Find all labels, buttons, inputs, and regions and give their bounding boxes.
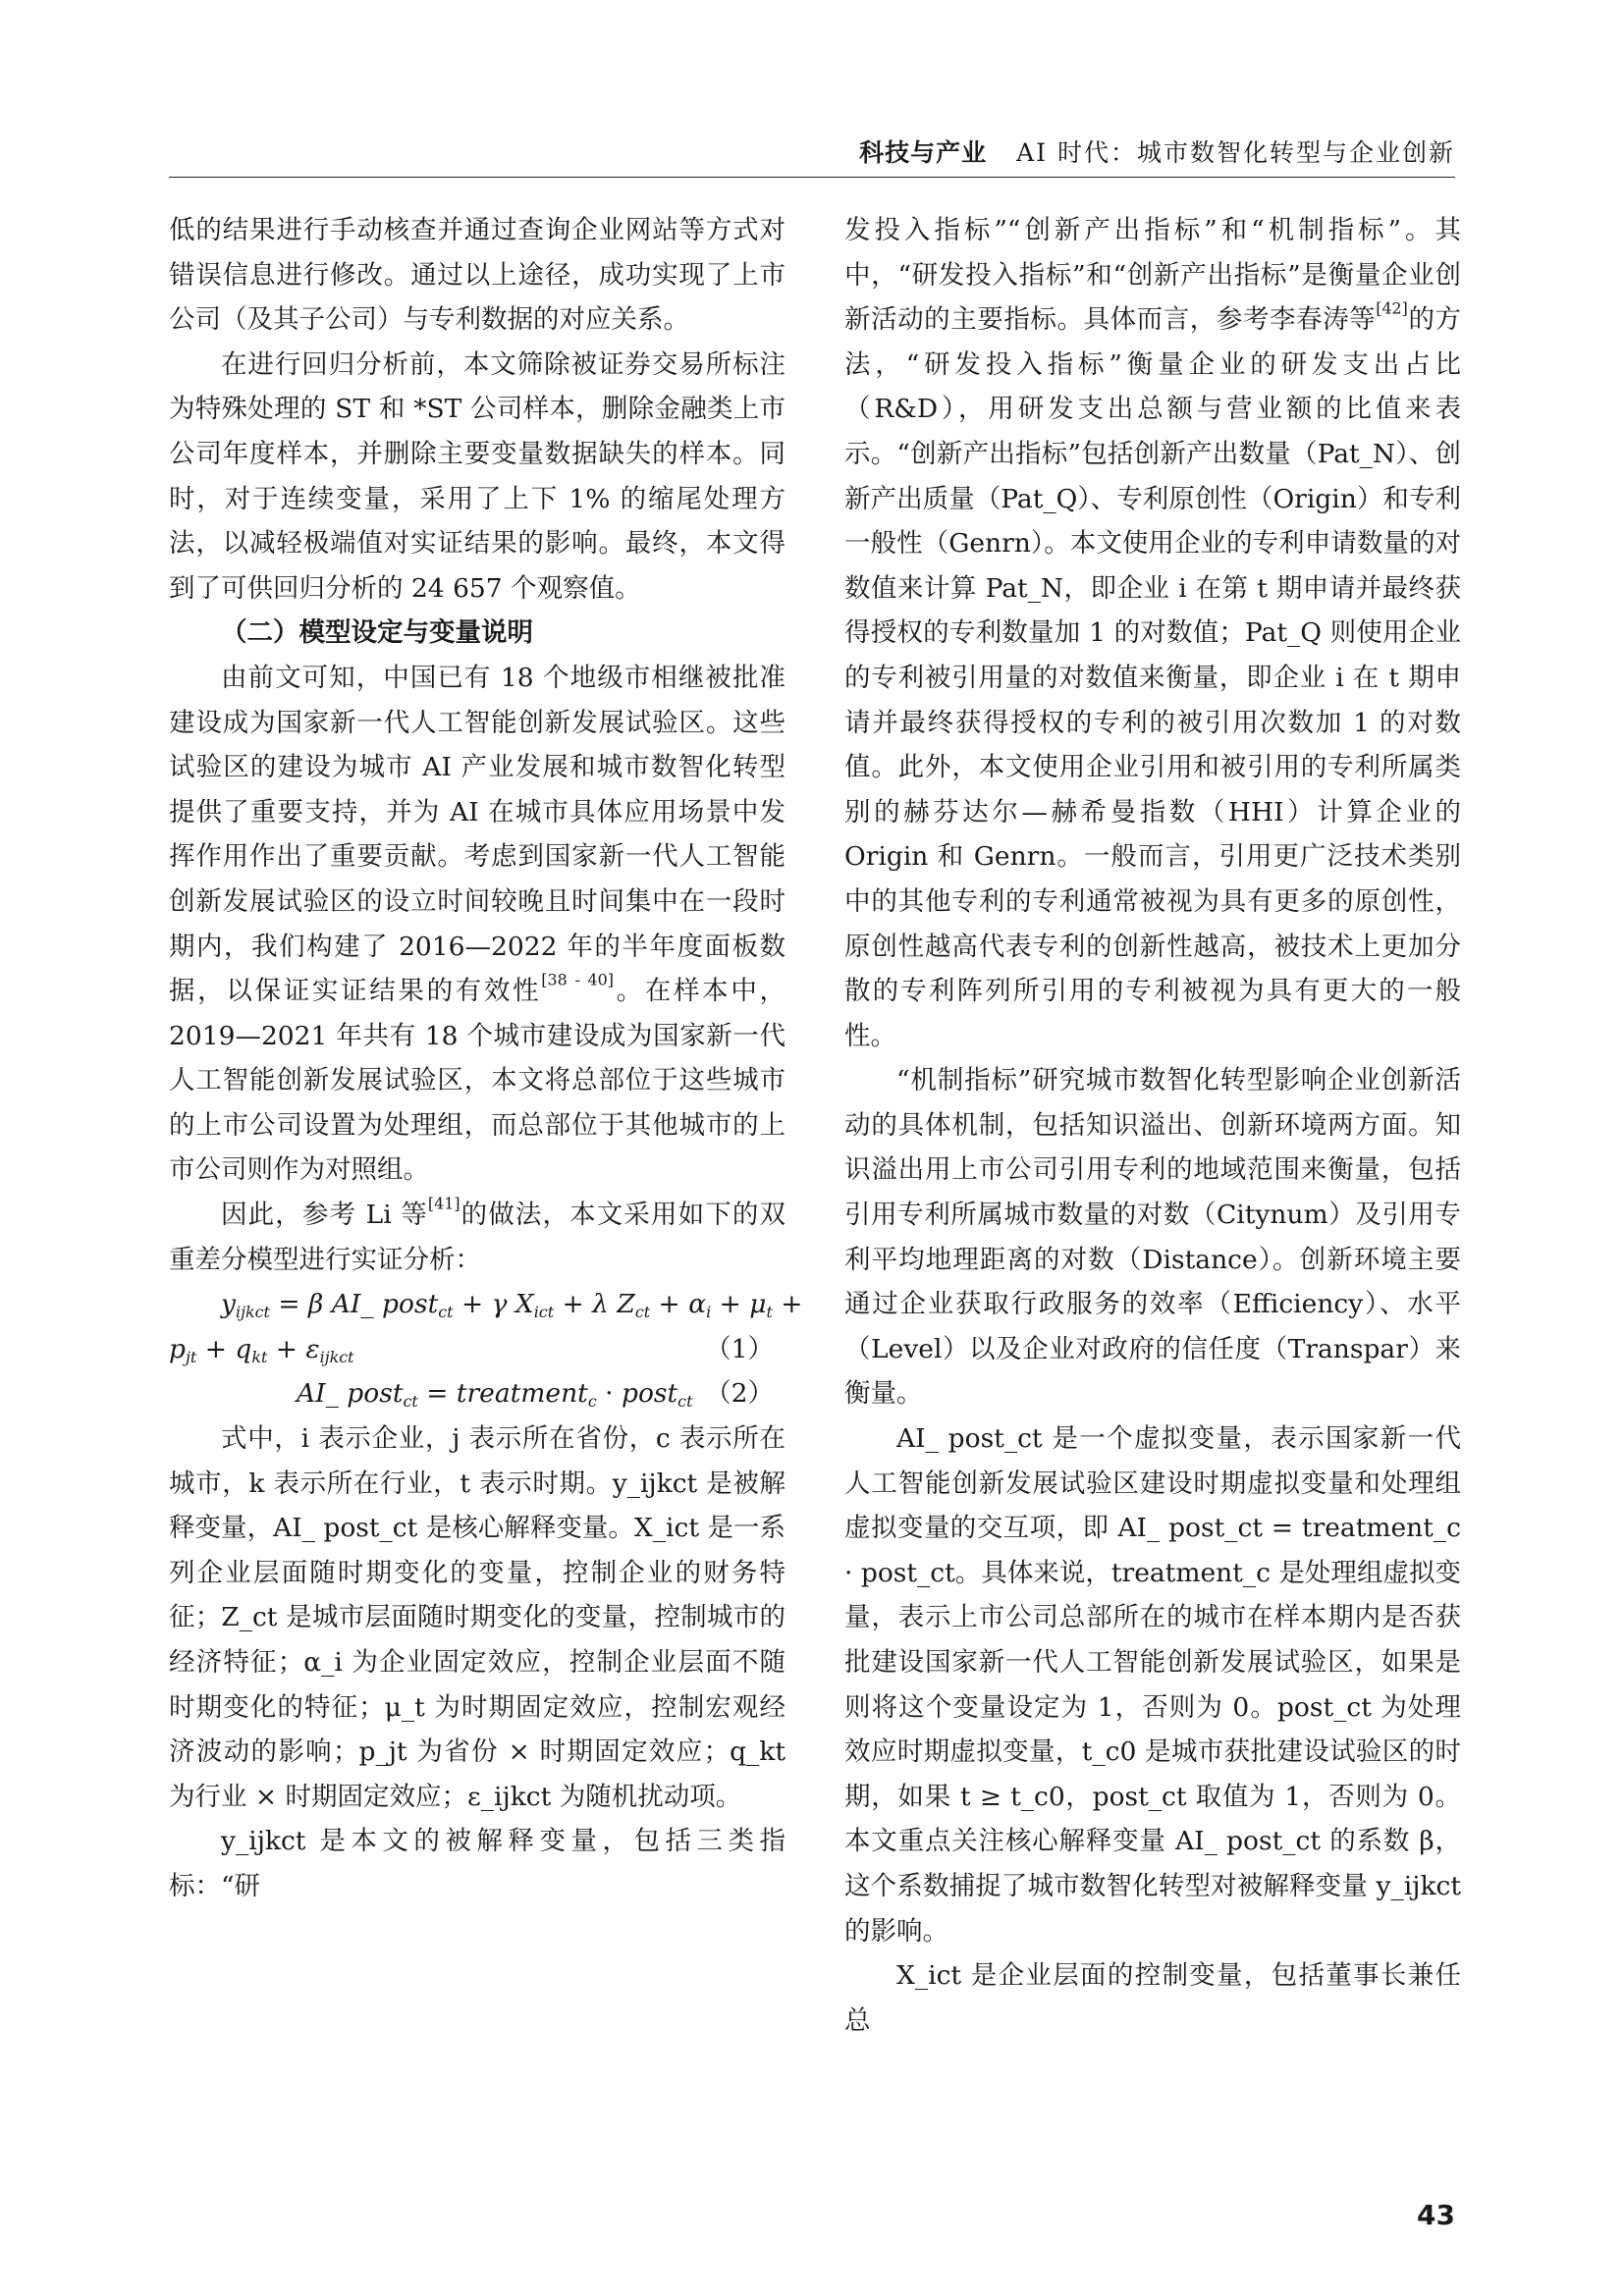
equation-number-2: （2） bbox=[705, 1378, 774, 1410]
paragraph-dependent-variables: y_ijkct 是本文的被解释变量，包括三类指标：“研 bbox=[169, 1826, 785, 1901]
citation: [42] bbox=[1376, 298, 1408, 318]
paragraph-model-intro bbox=[169, 1193, 785, 1282]
article-title: AI 时代：城市数智化转型与企业创新 bbox=[1016, 138, 1455, 167]
text: 因此，参考 Li 等 bbox=[221, 1200, 428, 1231]
paragraph-pilot-zones bbox=[169, 656, 785, 1193]
left-column bbox=[169, 208, 803, 1909]
paragraph-mechanism: “机制指标”研究城市数智化转型影响企业创新活动的具体机制，包括知识溢出、创新环境两方面。知识溢出用上市公司引用专利的地域范围来衡量，包括引用专利所属城市数量的对数（Citynum）及引用专利平均地理距离的对数（Distance）。创新环境主要通过企业获取行政服务的效率（Efficiency）、水平（Level）以及企业对政府的信任度（Transpar）来衡量。 bbox=[844, 1065, 1461, 1410]
running-header bbox=[169, 126, 1455, 178]
paragraph-controls: X_ict 是企业层面的控制变量，包括董事长兼任总 bbox=[844, 1960, 1461, 2036]
equation-1-line-2: $p_{jt} + q_{kt} + \varepsilon_{ijkct}$ （1） bbox=[169, 1327, 785, 1372]
citation: [38 - 40] bbox=[541, 970, 614, 989]
section-subheading: （二）模型设定与变量说明 bbox=[221, 617, 533, 649]
paragraph-continued: 低的结果进行手动核查并通过查询企业网站等方式对错误信息进行修改。通过以上途径，成功实现了上市公司（及其子公司）与专利数据的对应关系。 bbox=[169, 215, 785, 336]
paragraph-sample-screening: 在进行回归分析前，本文筛除被证券交易所标注为特殊处理的 ST 和 *ST 公司样本，删除金融类上市公司年度样本，并删除主要变量数据缺失的样本。同时，对于连续变量，采用了上下 1% 的缩尾处理方法，以减轻极端值对实证结果的影响。最终，本文得到了可供回归分析的 24 657 个观察值。 bbox=[169, 348, 785, 604]
equation-1-line-1: $y_{ijkct} = \beta$ AI_ post$_{ct}$ + γ $X_{ict} + \lambda$ $Z_{ct} + \alpha_i + \mu_t$ + bbox=[221, 1289, 803, 1322]
text: 的方法，“研发投入指标”衡量企业的研发支出占比（R&D），用研发支出总额与营业额的比值来表示。“创新产出指标”包括创新产出数量（Pat_N）、创新产出质量（Pat_Q）、专利原创性（Origin）和专利一般性（Genrn）。本文使用企业的专利申请数量的对数值来计算 Pat_N，即企业 i 在第 t 期申请并最终获得授权的专利数量加 1 的对数值；Pat_Q 则使用企业的专利被引用量的对数值来衡量，即企业 i 在 t 期申请并最终获得授权的专利的被引用次数加 1 的对数值。此外，本文使用企业引用和被引用的专利所属类别的赫芬达尔—赫希曼指数（HHI）计算企业的 Origin 和 Genrn。一般而言，引用更广泛技术类别中的其他专利的专利通常被视为具有更多的原创性，原创性越高代表专利的创新性越高，被技术上更加分散的专利阵列所引用的专利被视为具有更大的一般性。 bbox=[844, 304, 1461, 1051]
equation-number-1: （1） bbox=[705, 1333, 774, 1364]
text: 的做法，本文采用如下的双重差分模型进行实证分析： bbox=[169, 1200, 786, 1275]
page-number: 43 bbox=[1417, 2199, 1455, 2231]
text: 。在样本中，2019—2021 年共有 18 个城市建设成为国家新一代人工智能创新发展试验区，本文将总部位于这些城市的上市公司设置为处理组，而总部位于其他城市的上市公司则作为对照组。 bbox=[169, 976, 786, 1186]
equation-2: AI_ post$_{ct}$ = treatment$_c$ · post$_{ct}$ （2） bbox=[169, 1371, 785, 1416]
citation: [41] bbox=[427, 1194, 460, 1213]
paragraph-variable-definitions: 式中，i 表示企业，j 表示所在省份，c 表示所在城市，k 表示所在行业，t 表示时期。y_ijkct 是被解释变量，AI_ post_ct 是核心解释变量。X_ict 是一系列企业层面随时期变化的变量，控制企业的财务特征；Z_ct 是城市层面随时期变化的变量，控制城市的经济特征；α_i 为企业固定效应，控制企业层面不随时期变化的特征；μ_t 为时期固定效应，控制宏观经济波动的影响；p_jt 为省份 × 时期固定效应；q_kt 为行业 × 时期固定效应；ε_ijkct 为随机扰动项。 bbox=[169, 1423, 785, 1812]
text: 发投入指标”“创新产出指标”和“机制指标”。其中，“研发投入指标”和“创新产出指标”是衡量企业创新活动的主要指标。具体而言，参考李春涛等 bbox=[844, 215, 1461, 336]
paragraph-indicators bbox=[844, 208, 1461, 1058]
paragraph-ai-post: AI_ post_ct 是一个虚拟变量，表示国家新一代人工智能创新发展试验区建设时期虚拟变量和处理组虚拟变量的交互项，即 AI_ post_ct = treatment_c · post_ct。具体来说，treatment_c 是处理组虚拟变量，表示上市公司总部所在的城市在样本期内是否获批建设国家新一代人工智能创新发展试验区，如果是则将这个变量设定为 1，否则为 0。post_ct 为处理效应时期虚拟变量，t_c0 是城市获批建设试验区的时期，如果 t ≥ t_c0，post_ct 取值为 1，否则为 0。本文重点关注核心解释变量 AI_ post_ct 的系数 β，这个系数捕捉了城市数智化转型对被解释变量 y_ijkct 的影响。 bbox=[844, 1423, 1461, 1947]
text: 由前文可知，中国已有 18 个地级市相继被批准建设成为国家新一代人工智能创新发展试验区。这些试验区的建设为城市 AI 产业发展和城市数智化转型提供了重要支持，并为 AI 在城市具体应用场景中发挥作用作出了重要贡献。考虑到国家新一代人工智能创新发展试验区的设立时间较晚且时间集中在一段时期内，我们构建了 2016—2022 年的半年度面板数据，以保证实证结果的有效性 bbox=[169, 662, 785, 1007]
right-column bbox=[844, 208, 1461, 2043]
journal-section: 科技与产业 bbox=[859, 138, 988, 167]
